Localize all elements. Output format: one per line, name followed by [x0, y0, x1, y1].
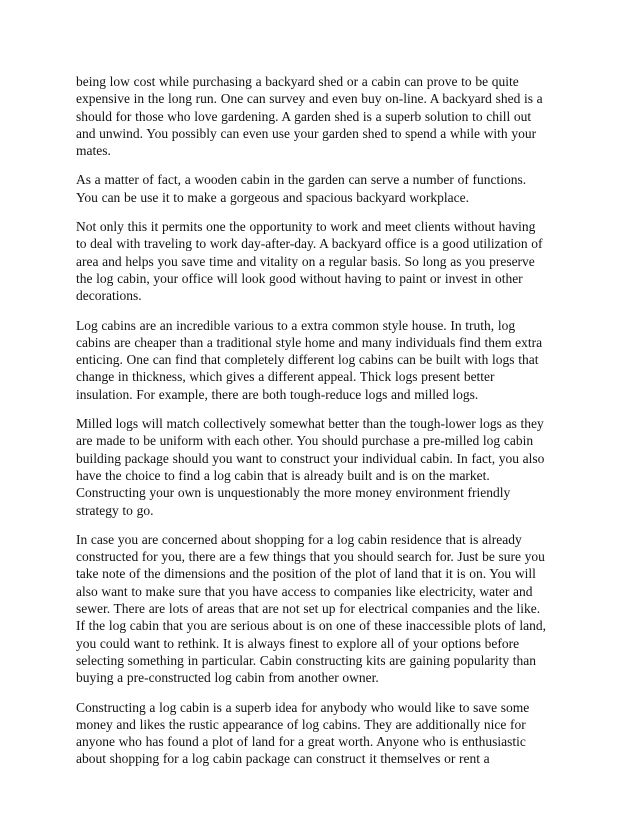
text-line: enticing. One can find that completely different log cabins can be built with logs that	[76, 352, 539, 368]
text-line: As a matter of fact, a wooden cabin in the garden can serve a number of functions.	[76, 172, 527, 188]
paragraph-4	[76, 317, 572, 403]
text-line: sewer. There are lots of areas that are not set up for electrical companies and the like.	[76, 601, 541, 617]
text-line: about shopping for a log cabin package can construct it themselves or rent a	[76, 751, 490, 767]
text-line: and unwind. You possibly can even use your garden shed to spend a while with your	[76, 125, 537, 141]
text-line: change in thickness, which gives a different appeal. Thick logs present better	[76, 369, 495, 385]
text-line: the log cabin, your office will look good without having to paint or invest in other	[76, 270, 523, 286]
text-line: expensive in the long run. One can survey and even buy on-line. A backyard shed is a	[76, 91, 543, 107]
text-line: Constructing a log cabin is a superb idea for anybody who would like to save some	[76, 699, 530, 715]
paragraph-3	[76, 218, 572, 304]
text-line: constructed for you, there are a few things that you should search for. Just be sure you	[76, 549, 545, 565]
text-line: you could want to rethink. It is always finest to explore all of your options before	[76, 635, 520, 651]
text-line: Milled logs will match collectively somewhat better than the tough-lower logs as they	[76, 416, 544, 432]
text-line: being low cost while purchasing a backyard shed or a cabin can prove to be quite	[76, 74, 519, 89]
text-line: Constructing your own is unquestionably the more money environment friendly	[76, 485, 511, 501]
text-line: strategy to go.	[76, 502, 154, 518]
text-line: cabins are cheaper than a traditional style home and many individuals find them extra	[76, 334, 543, 350]
paragraph-1	[76, 73, 572, 159]
text-line: also want to make sure that you have access to companies like electricity, water and	[76, 583, 533, 599]
paragraph-7	[76, 699, 572, 768]
text-line: have the choice to find a log cabin that is already built and is on the market.	[76, 467, 490, 483]
text-line: mates.	[76, 143, 111, 159]
text-line: building package should you want to construct your individual cabin. In fact, you also	[76, 450, 545, 466]
text-line: take note of the dimensions and the position of the plot of land that it is on. You will	[76, 566, 536, 582]
text-line: Not only this it permits one the opportunity to work and meet clients without having	[76, 219, 536, 235]
text-line: In case you are concerned about shopping for a log cabin residence that is already	[76, 531, 522, 547]
text-line: buying a pre-constructed log cabin from another owner.	[76, 670, 379, 686]
text-line: money and likes the rustic appearance of log cabins. They are additionally nice for	[76, 716, 526, 732]
text-line: selecting something in particular. Cabin constructing kits are gaining popularity than	[76, 652, 537, 668]
text-line: If the log cabin that you are serious about is on one of these inaccessible plots of land,	[76, 618, 546, 634]
paragraph-6	[76, 531, 572, 687]
text-line: Log cabins are an incredible various to a extra common style house. In truth, log	[76, 317, 516, 333]
paragraph-5	[76, 415, 572, 519]
text-line: should for those who love gardening. A garden shed is a superb solution to chill out	[76, 108, 532, 124]
paragraph-2	[76, 171, 572, 206]
text-line: You can be use it to make a gorgeous and spacious backyard workplace.	[76, 189, 469, 205]
text-line: are made to be uniform with each other. You should purchase a pre-milled log cabin	[76, 433, 534, 449]
text-line: insulation. For example, there are both tough-reduce logs and milled logs.	[76, 386, 479, 402]
text-line: decorations.	[76, 288, 142, 304]
text-line: to deal with traveling to work day-after-day. A backyard office is a good utilization of	[76, 236, 543, 252]
text-line: area and helps you save time and vitality on a regular basis. So long as you preserve	[76, 253, 535, 269]
text-line: anyone who has found a plot of land for a great worth. Anyone who is enthusiastic	[76, 734, 526, 750]
